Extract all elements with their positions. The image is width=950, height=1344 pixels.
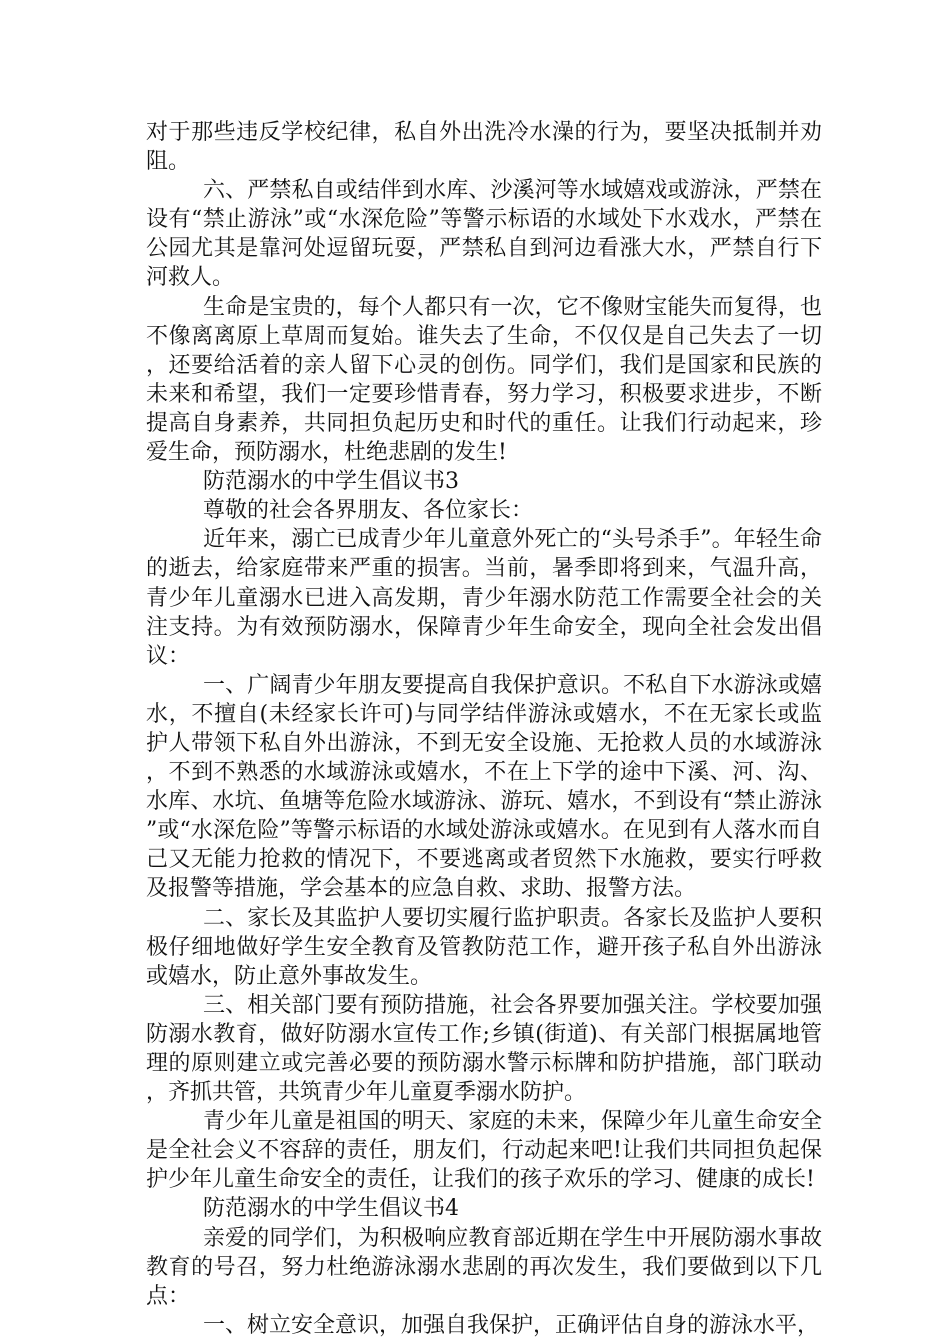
section-heading-4: 防范溺水的中学生倡议书4: [203, 1196, 459, 1222]
paragraph-9: 三、相关部门要有预防措施，社会各界要加强关注。学校要加强防溺水教育，做好防溺水宣传工作;乡镇(街道)、有关部门根据属地管理的原则建立或完善必要的预防溺水警示标牌和防护措施，部门联动，齐抓共管，共筑青少年儿童夏季溺水防护。: [146, 992, 822, 1106]
paragraph-8: 二、家长及其监护人要切实履行监护职责。各家长及监护人要积极仔细地做好学生安全教育及管教防范工作，避开孩子私自外出游泳或嬉水，防止意外事故发生。: [146, 905, 822, 989]
paragraph-3: 生命是宝贵的，每个人都只有一次，它不像财宝能失而复得，也不像离离原上草周而复始。谁失去了生命，不仅仅是自己失去了一切，还要给活着的亲人留下心灵的创伤。同学们，我们是国家和民族的未来和希望，我们一定要珍惜青春，努力学习，积极要求进步，不断提高自身素养，共同担负起历史和时代的重任。让我们行动起来，珍爱生命，预防溺水，杜绝悲剧的发生!: [146, 294, 822, 466]
paragraph-13: 一、树立安全意识，加强自我保护，正确评估自身的游泳水平，: [203, 1312, 820, 1338]
paragraph-10: 青少年儿童是祖国的明天、家庭的未来，保障少年儿童生命安全是全社会义不容辞的责任，朋友们，行动起来吧!让我们共同担负起保护少年儿童生命安全的责任，让我们的孩子欢乐的学习、健康的成长!: [146, 1109, 822, 1193]
paragraph-12: 亲爱的同学们，为积极响应教育部近期在学生中开展防溺水事故教育的号召，努力杜绝游泳溺水悲剧的再次发生，我们要做到以下几点：: [146, 1225, 822, 1309]
section-heading-3: 防范溺水的中学生倡议书3: [203, 469, 459, 495]
paragraph-2: 六、严禁私自或结伴到水库、沙溪河等水域嬉戏或游泳，严禁在设有“禁止游泳”或“水深危险”等警示标语的水域处下水戏水，严禁在公园尤其是靠河处逗留玩耍，严禁私自到河边看涨大水，严禁自行下河救人。: [146, 178, 822, 291]
salutation: 尊敬的社会各界朋友、各位家长：: [203, 498, 534, 524]
document-body: [146, 118, 822, 1340]
paragraph-7: 一、广阔青少年朋友要提高自我保护意识。不私自下水游泳或嬉水，不擅自(未经家长许可)与同学结伴游泳或嬉水，不在无家长或监护人带领下私自外出游泳，不到无安全设施、无抢救人员的水域游泳，不到不熟悉的水域游泳或嬉水，不在上下学的途中下溪、河、沟、水库、水坑、鱼塘等危险水域游泳、游玩、嬉水，不到设有“禁止游泳”或“水深危险”等警示标语的水域处游泳或嬉水。在见到有人落水而自己又无能力抢救的情况下，不要逃离或者贸然下水施救，要实行呼救及报警等措施，学会基本的应急自救、求助、报警方法。: [146, 672, 822, 902]
paragraph-6: 近年来，溺亡已成青少年儿童意外死亡的“头号杀手”。年轻生命的逝去，给家庭带来严重的损害。当前，暑季即将到来，气温升高，青少年儿童溺水已进入高发期，青少年溺水防范工作需要全社会的关注支持。为有效预防溺水，保障青少年生命安全，现向全社会发出倡议：: [146, 527, 822, 669]
paragraph-1: 对于那些违反学校纪律，私自外出洗冷水澡的行为，要坚决抵制并劝阻。: [146, 120, 822, 175]
